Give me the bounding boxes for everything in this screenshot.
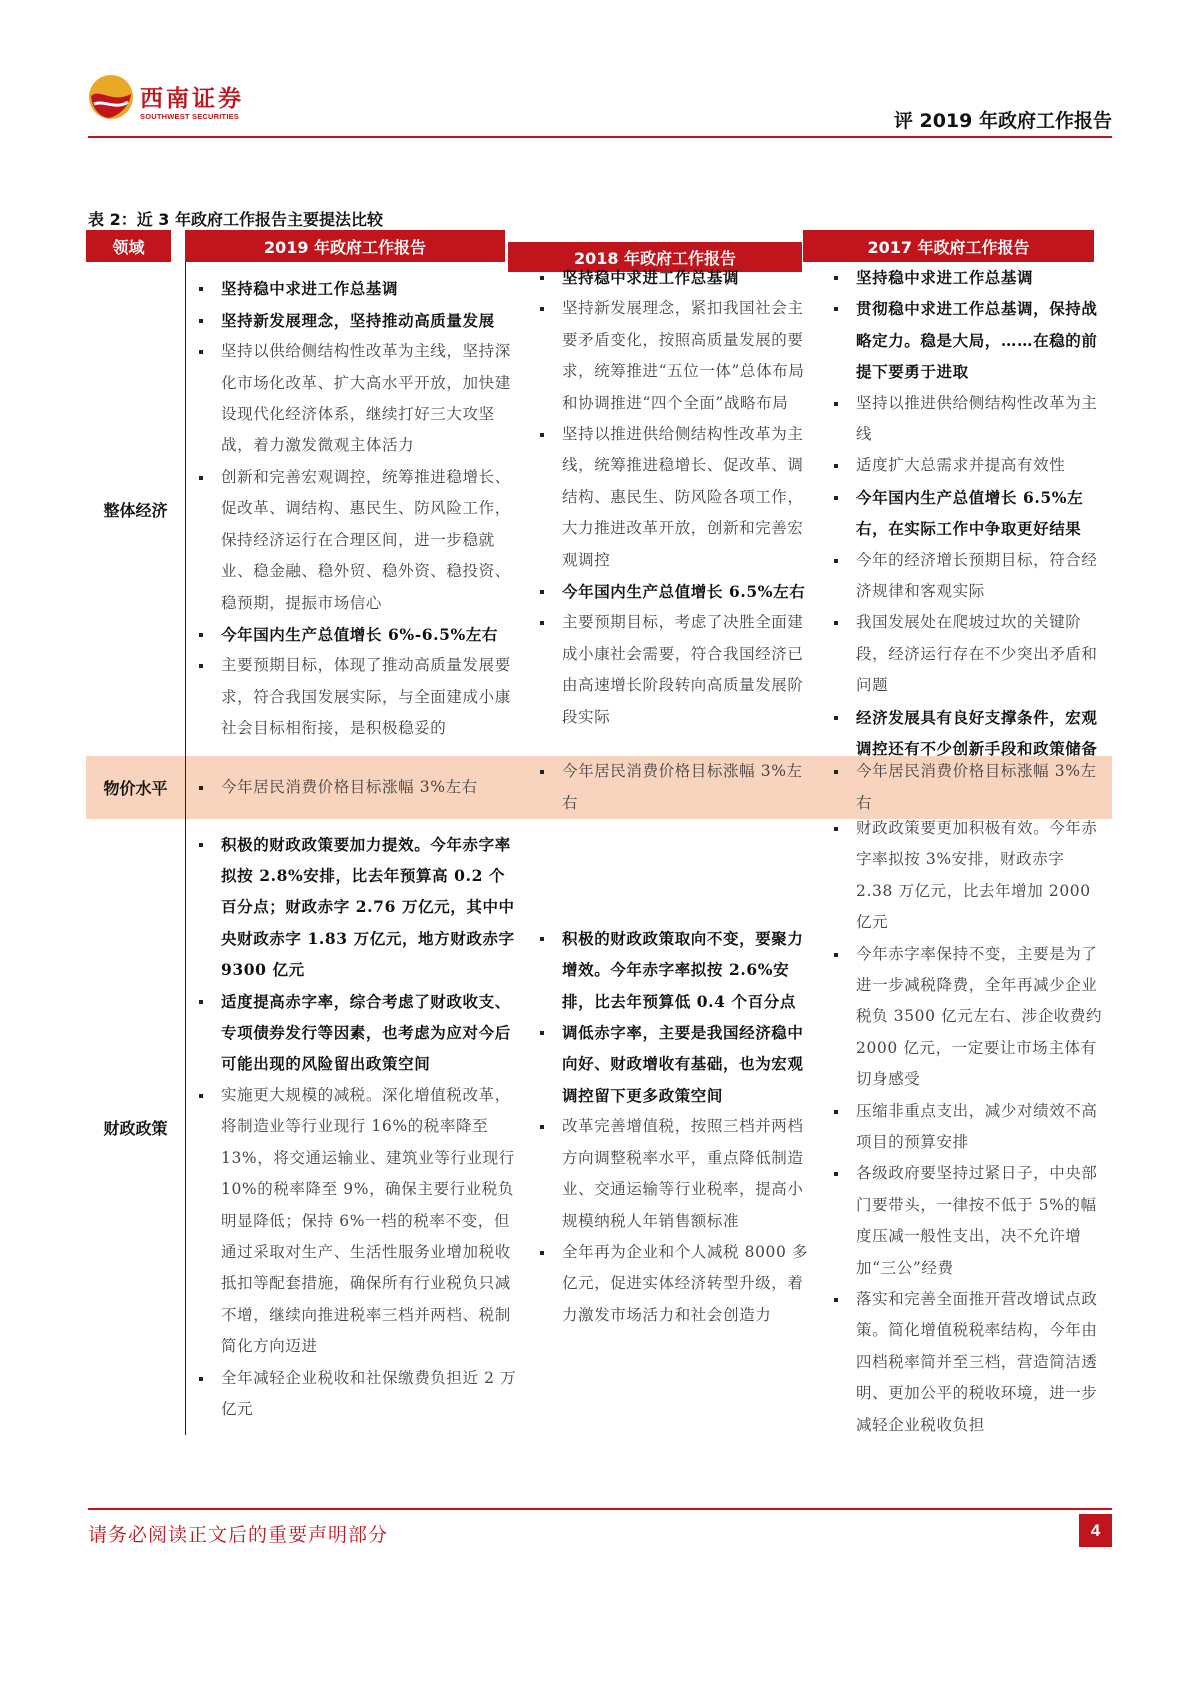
list-item: 落实和完善全面推开营改增试点政策。简化增值税税率结构，今年由四档税率简并至三档，营造简洁透明、更加公平的税收环境，进一步减轻企业税收负担 bbox=[829, 1284, 1104, 1441]
list-item: 今年赤字率保持不变，主要是为了进一步减税降费，全年再减少企业税负 3500 亿元左右、涉企收费约 2000 亿元，一定要让市场主体有切身感受 bbox=[829, 939, 1104, 1096]
table-row-fiscal bbox=[86, 819, 1112, 1435]
list-item: 坚持稳中求进工作总基调 bbox=[535, 262, 811, 293]
domain-cell: 整体经济 bbox=[103, 500, 168, 520]
domain-cell: 物价水平 bbox=[103, 779, 168, 798]
list-item: 积极的财政政策要加力提效。今年赤字率拟按 2.8%安排，比去年预算高 0.2 个百分点；财政赤字 2.76 万亿元，其中中央财政赤字 1.83 万亿元，地方财政赤字 9300 亿元 bbox=[194, 829, 517, 986]
list-item: 坚持新发展理念，紧扣我国社会主要矛盾变化，按照高质量发展的要求，统筹推进“五位一体”总体布局和协调推进“四个全面”战略布局 bbox=[535, 293, 811, 419]
list-item: 适度扩大总需求并提高有效性 bbox=[829, 450, 1104, 481]
comparison-table bbox=[86, 230, 1112, 1435]
bullet-list bbox=[194, 273, 517, 744]
list-item: 今年居民消费价格目标涨幅 3%左右 bbox=[829, 756, 1104, 819]
list-item: 各级政府要坚持过紧日子，中央部门要带头，一律按不低于 5%的幅度压减一般性支出，决不允许增加“三公”经费 bbox=[829, 1158, 1104, 1284]
list-item: 我国发展处在爬坡过坎的关键阶段，经济运行存在不少突出矛盾和问题 bbox=[829, 607, 1104, 701]
column-header-2018: 2018 年政府工作报告 bbox=[507, 242, 802, 272]
southwest-securities-logo-icon bbox=[88, 74, 134, 120]
bullet-list bbox=[829, 813, 1104, 1441]
bullet-list bbox=[535, 262, 811, 733]
column-header-domain: 领域 bbox=[86, 230, 171, 262]
list-item: 坚持稳中求进工作总基调 bbox=[829, 262, 1104, 293]
list-item: 今年国内生产总值增长 6.5%左右，在实际工作中争取更好结果 bbox=[829, 482, 1104, 545]
list-item: 压缩非重点支出，减少对绩效不高项目的预算安排 bbox=[829, 1096, 1104, 1159]
list-item: 贯彻稳中求进工作总基调，保持战略定力。稳是大局，……在稳的前提下要勇于进取 bbox=[829, 293, 1104, 387]
brand-name-cn: 西南证券 bbox=[140, 85, 244, 112]
table-header-row bbox=[86, 230, 1112, 268]
list-item: 全年减轻企业税收和社保缴费负担近 2 万亿元 bbox=[194, 1363, 517, 1426]
list-item: 实施更大规模的减税。深化增值税改革，将制造业等行业现行 16%的税率降至 13%，将交通运输业、建筑业等行业现行 10%的税率降至 9%，确保主要行业税负明显降低；保持 6%一档的税率不变，但通过采取对生产、生活性服务业增加税收抵扣等配套措施，确保所有行业税负只减不增，继续向推进税率三档并两档、税制简化方向迈进 bbox=[194, 1080, 517, 1363]
list-item: 财政政策要更加积极有效。今年赤字率拟按 3%安排，财政赤字 2.38 万亿元，比去年增加 2000 亿元 bbox=[829, 813, 1104, 939]
domain-cell: 财政政策 bbox=[103, 1118, 168, 1138]
list-item: 坚持以推进供给侧结构性改革为主线，统筹推进稳增长、促改革、调结构、惠民生、防风险各项工作，大力推进改革开放，创新和完善宏观调控 bbox=[535, 419, 811, 576]
report-title: 评 2019 年政府工作报告 bbox=[893, 110, 1112, 132]
bullet-list bbox=[829, 262, 1104, 765]
list-item: 今年国内生产总值增长 6.5%左右 bbox=[535, 576, 811, 607]
cell-2019 bbox=[185, 819, 527, 1435]
column-header-2017: 2017 年政府工作报告 bbox=[802, 230, 1094, 262]
cell-2017 bbox=[821, 819, 1112, 1435]
bullet-list bbox=[535, 923, 811, 1331]
list-item: 经济发展具有良好支撑条件，宏观调控还有不少创新手段和政策储备 bbox=[829, 702, 1104, 765]
list-item: 今年居民消费价格目标涨幅 3%左右 bbox=[535, 756, 811, 819]
list-item: 调低赤字率，主要是我国经济稳中向好、财政增收有基础，也为宏观调控留下更多政策空间 bbox=[535, 1017, 811, 1111]
cell-2019 bbox=[185, 756, 527, 819]
list-item: 今年国内生产总值增长 6%-6.5%左右 bbox=[194, 619, 517, 650]
list-item: 坚持新发展理念，坚持推动高质量发展 bbox=[194, 305, 517, 336]
list-item: 改革完善增值税，按照三档并两档方向调整税率水平，重点降低制造业、交通运输等行业税率，提高小规模纳税人年销售额标准 bbox=[535, 1111, 811, 1237]
page-header bbox=[88, 70, 1112, 138]
disclaimer-notice: 请务必阅读正文后的重要声明部分 bbox=[88, 1524, 389, 1546]
cell-2018 bbox=[527, 262, 821, 756]
list-item: 创新和完善宏观调控，统筹推进稳增长、促改革、调结构、惠民生、防风险工作，保持经济运行在合理区间，进一步稳就业、稳金融、稳外贸、稳外资、稳投资、稳预期，提振市场信心 bbox=[194, 462, 517, 619]
cell-2018 bbox=[527, 756, 821, 819]
bullet-list bbox=[194, 829, 517, 1426]
cell-2019 bbox=[185, 262, 527, 756]
list-item: 坚持以供给侧结构性改革为主线，坚持深化市场化改革、扩大高水平开放，加快建设现代化经济体系，继续打好三大攻坚战，着力激发微观主体活力 bbox=[194, 336, 517, 462]
bullet-list bbox=[829, 756, 1104, 819]
cell-2017 bbox=[821, 756, 1112, 819]
list-item: 今年居民消费价格目标涨幅 3%左右 bbox=[194, 772, 517, 803]
bullet-list bbox=[535, 756, 811, 819]
footer-divider bbox=[88, 1508, 1112, 1510]
header-divider bbox=[88, 136, 1112, 138]
list-item: 适度提高赤字率，综合考虑了财政收支、专项债券发行等因素，也考虑为应对今后可能出现的风险留出政策空间 bbox=[194, 986, 517, 1080]
table-row-economy bbox=[86, 262, 1112, 759]
brand-name-en: SOUTHWEST SECURITIES bbox=[140, 112, 240, 121]
list-item: 坚持以推进供给侧结构性改革为主线 bbox=[829, 388, 1104, 451]
column-header-2019: 2019 年政府工作报告 bbox=[185, 230, 505, 262]
page-number: 4 bbox=[1079, 1514, 1112, 1547]
list-item: 今年的经济增长预期目标，符合经济规律和客观实际 bbox=[829, 545, 1104, 608]
table-row-price bbox=[86, 756, 1112, 819]
table-caption: 表 2：近 3 年政府工作报告主要提法比较 bbox=[88, 210, 383, 229]
cell-2017 bbox=[821, 262, 1112, 759]
list-item: 坚持稳中求进工作总基调 bbox=[194, 273, 517, 304]
cell-2018 bbox=[527, 819, 821, 1435]
list-item: 全年再为企业和个人减税 8000 多亿元，促进实体经济转型升级，着力激发市场活力和社会创造力 bbox=[535, 1237, 811, 1331]
bullet-list bbox=[194, 772, 517, 803]
list-item: 主要预期目标，考虑了决胜全面建成小康社会需要，符合我国经济已由高速增长阶段转向高质量发展阶段实际 bbox=[535, 607, 811, 733]
list-item: 主要预期目标，体现了推动高质量发展要求，符合我国发展实际，与全面建成小康社会目标相衔接，是积极稳妥的 bbox=[194, 650, 517, 744]
list-item: 积极的财政政策取向不变，要聚力增效。今年赤字率拟按 2.6%安排，比去年预算低 0.4 个百分点 bbox=[535, 923, 811, 1017]
